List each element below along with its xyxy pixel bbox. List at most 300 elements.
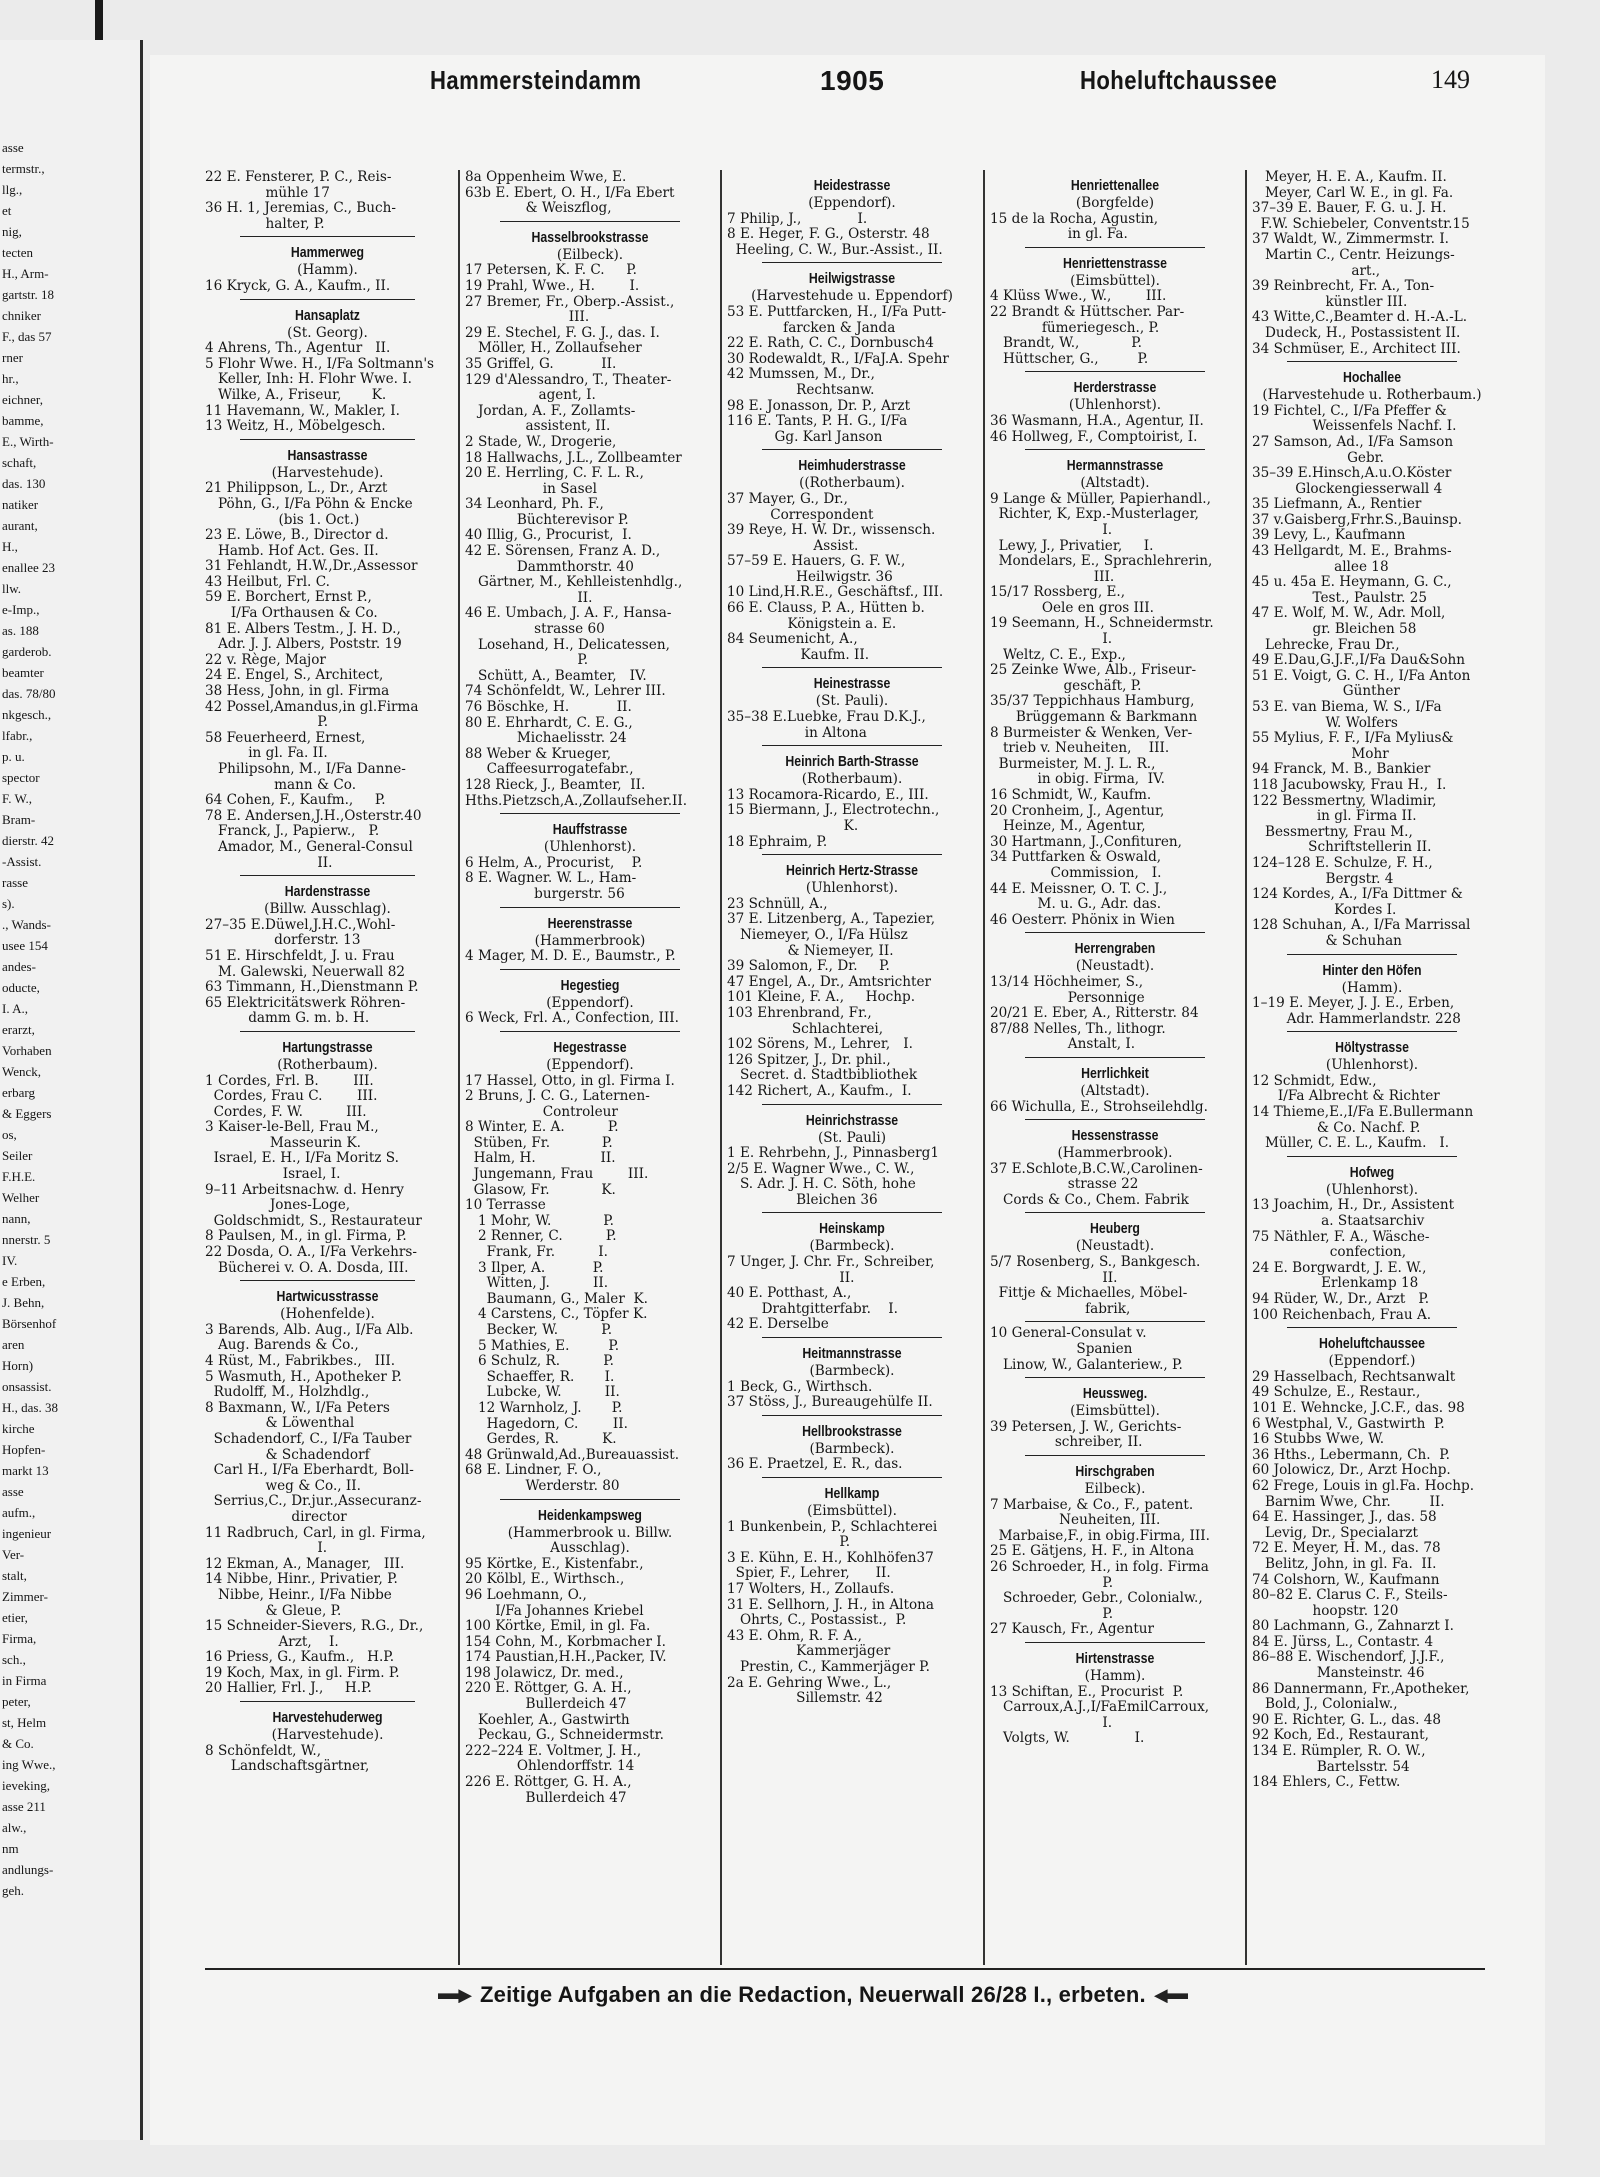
directory-entry: Gärtner, M., Kehlleistenhdlg., bbox=[465, 574, 683, 591]
street-heading: Herrengraben bbox=[1074, 940, 1156, 958]
directory-entry: in Sasel bbox=[465, 480, 597, 497]
directory-entry: Günther bbox=[1252, 683, 1400, 700]
directory-entry: Heilwigstr. 36 bbox=[727, 568, 893, 585]
column-divider bbox=[458, 170, 460, 1965]
previous-page-fragment: stalt, bbox=[2, 1568, 27, 1583]
directory-entry: 118 Jacubowsky, Frau H., I. bbox=[1252, 776, 1447, 793]
directory-entry: 30 Hartmann, J.,Confituren, bbox=[990, 833, 1182, 850]
directory-entry: & Weiszflog, bbox=[465, 200, 612, 217]
street-heading: Heitmannstrasse bbox=[802, 1345, 902, 1363]
street-heading: Höltystrasse bbox=[1335, 1039, 1409, 1057]
directory-entry: 226 E. Röttger, G. H. A., bbox=[465, 1774, 632, 1791]
section-rule bbox=[762, 1212, 942, 1213]
directory-entry: Prestin, C., Kammerjäger P. bbox=[727, 1658, 930, 1675]
directory-entry: 78 E. Andersen,J.H.,Osterstr.40 bbox=[205, 807, 422, 824]
directory-entry: Aug. Barends & Co., bbox=[205, 1337, 359, 1354]
directory-entry: 64 Cohen, F., Kaufm., P. bbox=[205, 792, 386, 809]
directory-entry: 39 Levy, L., Kaufmann bbox=[1252, 527, 1406, 544]
street-heading: Heimhuderstrasse bbox=[798, 457, 906, 475]
directory-entry: Martin C., Centr. Heizungs- bbox=[1252, 246, 1455, 263]
directory-entry: 4 Ahrens, Th., Agentur II. bbox=[205, 340, 391, 357]
directory-entry: P. bbox=[990, 1574, 1114, 1591]
directory-entry: Drahtgitterfabr. I. bbox=[727, 1300, 898, 1317]
directory-entry: 42 E. Sörensen, Franz A. D., bbox=[465, 543, 661, 560]
directory-entry: Adr. Hammerlandstr. 228 bbox=[1252, 1010, 1461, 1027]
directory-entry: 12 Schmidt, Edw., bbox=[1252, 1072, 1377, 1089]
directory-entry: 14 Thieme,E.,I/Fa E.Bullermann bbox=[1252, 1104, 1474, 1121]
directory-entry: 88 Weber & Krueger, bbox=[465, 745, 612, 762]
directory-entry: 65 Elektricitätswerk Röhren- bbox=[205, 994, 406, 1011]
directory-entry: Schütt, A., Beamter, IV. bbox=[465, 667, 647, 684]
directory-entry: 3 Kaiser-le-Bell, Frau M., bbox=[205, 1119, 379, 1136]
directory-entry: Glasow, Fr. K. bbox=[465, 1181, 616, 1198]
district-label: Eilbeck). bbox=[1084, 1481, 1146, 1497]
directory-entry: 198 Jolawicz, Dr. med., bbox=[465, 1664, 624, 1681]
directory-entry: II. bbox=[990, 1269, 1118, 1286]
directory-entry: 15 de la Rocha, Agustin, bbox=[990, 210, 1159, 227]
directory-entry: 184 Ehlers, C., Fettw. bbox=[1252, 1774, 1401, 1791]
directory-entry: & Co. Nachf. P. bbox=[1252, 1119, 1421, 1136]
section-rule bbox=[1287, 1156, 1457, 1157]
directory-entry: Spanien bbox=[990, 1341, 1133, 1358]
directory-entry: Bold, J., Colonialw., bbox=[1252, 1696, 1398, 1713]
directory-entry: M. u. G., Adr. das. bbox=[990, 896, 1162, 913]
previous-page-fragment: Zimmer- bbox=[2, 1589, 48, 1604]
street-heading: Henriettenstrasse bbox=[1063, 254, 1167, 272]
directory-entry: Fittje & Michaelles, Möbel- bbox=[990, 1285, 1188, 1302]
directory-entry: 10 Lind,H.R.E., Geschäftsf., III. bbox=[727, 584, 944, 601]
previous-page-fragment: andlungs- bbox=[2, 1862, 54, 1877]
directory-entry: 27 Bremer, Fr., Oberp.-Assist., bbox=[465, 293, 675, 310]
directory-entry: 43 Heilbut, Frl. C. bbox=[205, 573, 330, 590]
directory-entry: agent, I. bbox=[465, 387, 596, 404]
directory-entry: 2/5 E. Wagner Wwe., C. W., bbox=[727, 1160, 915, 1177]
section-rule bbox=[240, 299, 415, 300]
directory-entry: Richter, K, Exp.-Musterlager, bbox=[990, 506, 1199, 523]
directory-entry: 102 Sörens, M., Lehrer, I. bbox=[727, 1036, 913, 1053]
directory-entry: 46 E. Umbach, J. A. F., Hansa- bbox=[465, 605, 672, 622]
directory-entry: 31 Fehlandt, H.W.,Dr.,Assessor bbox=[205, 558, 418, 575]
directory-entry: K. bbox=[727, 818, 859, 834]
directory-entry: 128 Rieck, J., Beamter, II. bbox=[465, 776, 646, 793]
previous-page-fragment: J. Behn, bbox=[2, 1295, 45, 1310]
directory-entry: 4 Klüss Wwe., W., III. bbox=[990, 288, 1167, 305]
directory-entry: 5 Mathies, E. P. bbox=[465, 1337, 620, 1354]
street-heading: Hirschgraben bbox=[1075, 1463, 1155, 1480]
street-heading: Heinrich Barth-Strasse bbox=[785, 753, 919, 771]
footer-text: Zeitige Aufgaben an die Redaction, Neuerwall 26/28 I., erbeten. bbox=[480, 1982, 1146, 2007]
directory-entry: 19 Fichtel, C., I/Fa Pfeffer & bbox=[1252, 402, 1447, 419]
directory-entry: M. Galewski, Neuerwall 82 bbox=[205, 963, 406, 980]
directory-entry: a. Staatsarchiv bbox=[1252, 1213, 1425, 1230]
directory-entry: 17 Hassel, Otto, in gl. Firma I. bbox=[465, 1072, 675, 1089]
previous-page-fragment: H., das. 38 bbox=[2, 1400, 58, 1415]
directory-entry: 100 Reichenbach, Frau A. bbox=[1252, 1306, 1432, 1323]
previous-page-fragment: aren bbox=[2, 1337, 25, 1352]
section-rule bbox=[240, 439, 415, 440]
district-label: (Hammerbrook u. Billw. bbox=[507, 1524, 673, 1541]
district-label: (St. Pauli). bbox=[815, 693, 889, 710]
section-rule bbox=[1025, 1455, 1205, 1456]
section-rule bbox=[1025, 1119, 1205, 1120]
directory-entry: 116 E. Tants, P. H. G., I/Fa bbox=[727, 413, 908, 430]
directory-entry: 8a Oppenheim Wwe, E. bbox=[465, 170, 627, 185]
previous-page-fragment: chniker bbox=[2, 308, 41, 323]
directory-entry: Weissenfels Nachf. I. bbox=[1252, 418, 1457, 435]
directory-entry: 74 Schönfeldt, W., Lehrer III. bbox=[465, 683, 666, 700]
directory-entry: 84 Seumenicht, A., bbox=[727, 631, 858, 648]
directory-entry: 4 Rüst, M., Fabrikbes., III. bbox=[205, 1353, 396, 1369]
previous-page-text-fragments bbox=[0, 40, 140, 2140]
directory-entry: Burmeister, M. J. L. R., bbox=[990, 755, 1156, 772]
directory-entry: 20/21 E. Eber, A., Ritterstr. 84 bbox=[990, 1005, 1199, 1022]
previous-page-fragment: Firma, bbox=[2, 1631, 37, 1646]
directory-entry: I/Fa Orthausen & Co. bbox=[205, 605, 378, 622]
directory-entry: 86–88 E. Wischendorf, J.J.F., bbox=[1252, 1649, 1445, 1666]
directory-entry: 25 E. Gätjens, H. F., in Altona bbox=[990, 1543, 1195, 1560]
directory-entry: 40 E. Potthast, A., bbox=[727, 1285, 852, 1302]
directory-entry: 40 Illig, G., Procurist, I. bbox=[465, 527, 632, 544]
previous-page-fragment: markt 13 bbox=[2, 1463, 49, 1478]
district-label: (Eimsbüttel). bbox=[1070, 272, 1160, 289]
previous-page-fragment: kirche bbox=[2, 1421, 35, 1436]
directory-entry: Adr. J. J. Albers, Poststr. 19 bbox=[205, 636, 402, 653]
district-label: (Rotherbaum). bbox=[277, 1056, 378, 1073]
directory-entry: Carroux,A.J.,I/FaEmilCarroux, bbox=[990, 1699, 1210, 1716]
directory-entry: hoopstr. 120 bbox=[1252, 1602, 1399, 1619]
previous-page-fragment: schaft, bbox=[2, 455, 37, 470]
district-label: ((Rotherbaum). bbox=[799, 475, 905, 492]
district-label: (Uhlenhorst). bbox=[1325, 1057, 1419, 1074]
column-divider bbox=[720, 170, 722, 1965]
previous-page-fragment: etier, bbox=[2, 1610, 28, 1625]
previous-page-fragment: ing Wwe., bbox=[2, 1757, 56, 1772]
directory-entry: halter, P. bbox=[205, 215, 325, 232]
district-label: (Altstadt). bbox=[1080, 1082, 1150, 1099]
directory-entry: Witten, J. II. bbox=[465, 1275, 609, 1292]
previous-page-fragment: Seiler bbox=[2, 1148, 33, 1163]
district-label: (Eilbeck). bbox=[556, 246, 624, 263]
directory-entry: 92 Koch, Ed., Restaurant, bbox=[1252, 1727, 1429, 1744]
previous-page-fragment: llg., bbox=[2, 182, 23, 197]
directory-entry: 1 Beck, G., Wirthsch. bbox=[727, 1378, 873, 1395]
directory-entry: 35–38 E.Luebke, Frau D.K.J., bbox=[727, 709, 926, 726]
pointing-hand-icon bbox=[1154, 1989, 1188, 2003]
directory-entry: Müller, C. E. L., Kaufm. I. bbox=[1252, 1135, 1450, 1152]
directory-entry: Brandt, W., P. bbox=[990, 335, 1142, 352]
directory-entry: 8 Burmeister & Wenken, Ver- bbox=[990, 724, 1193, 741]
directory-entry: 59 E. Borchert, Ernst P., bbox=[205, 589, 372, 606]
directory-entry: 46 Hollweg, F., Comptoirist, I. bbox=[990, 428, 1198, 445]
directory-entry: 62 Frege, Louis in gl.Fa. Hochp. bbox=[1252, 1477, 1475, 1494]
previous-page-fragment: sch., bbox=[2, 1652, 26, 1667]
directory-entry: mühle 17 bbox=[205, 184, 330, 201]
directory-entry: 1 Cordes, Frl. B. III. bbox=[205, 1072, 374, 1089]
directory-entry: Serrius,C., Dr.jur.,Assecuranz- bbox=[205, 1493, 422, 1510]
directory-entry: F.W. Schiebeler, Conventstr.15 bbox=[1252, 215, 1470, 232]
directory-entry: 128 Schuhan, A., I/Fa Marrissal bbox=[1252, 917, 1471, 934]
previous-page-fragment: rner bbox=[2, 350, 23, 365]
street-heading: Hellkamp bbox=[824, 1485, 880, 1502]
directory-entry: 19 Koch, Max, in gl. Firm. P. bbox=[205, 1664, 400, 1681]
street-heading: Heussweg. bbox=[1082, 1385, 1148, 1403]
district-label: (Uhlenhorst). bbox=[1068, 397, 1162, 414]
directory-entry: P. bbox=[727, 1534, 851, 1551]
directory-entry: 103 Ehrenbrand, Fr., bbox=[727, 1004, 872, 1021]
directory-entry: Schroeder, Gebr., Colonialw., bbox=[990, 1590, 1203, 1607]
previous-page-fragment: nnerstr. 5 bbox=[2, 1232, 51, 1247]
previous-page-fragment: lfabr., bbox=[2, 728, 33, 743]
section-rule bbox=[240, 875, 415, 876]
section-rule bbox=[500, 969, 680, 970]
directory-entry: Linow, W., Galanteriew., P. bbox=[990, 1356, 1183, 1373]
directory-entry: 39 Reye, H. W. Dr., wissensch. bbox=[727, 522, 936, 539]
district-label: (Eppendorf). bbox=[546, 994, 634, 1011]
district-label: (Rotherbaum). bbox=[801, 771, 903, 788]
street-heading: Hofweg bbox=[1349, 1163, 1395, 1181]
directory-entry: Niemeyer, O., I/Fa Hülsz bbox=[727, 926, 908, 943]
district-label: (Barmbeck). bbox=[809, 1238, 895, 1255]
directory-entry: S. Adr. J. H. C. Söth, hohe bbox=[727, 1176, 916, 1193]
previous-page-fragment: usee 154 bbox=[2, 938, 48, 953]
directory-entry: in Altona bbox=[727, 724, 867, 741]
directory-entry: 44 E. Meissner, O. T. C. J., bbox=[990, 880, 1168, 897]
directory-entry: 58 Feuerheerd, Ernest, bbox=[205, 729, 366, 746]
directory-entry: 1 E. Rehrbehn, J., Pinnasberg1 bbox=[727, 1145, 940, 1162]
previous-page-fragment: hr., bbox=[2, 371, 19, 386]
directory-entry: 7 Unger, J. Chr. Fr., Schreiber, bbox=[727, 1254, 935, 1271]
directory-entry: 42 Possel,Amandus,in gl.Firma bbox=[205, 698, 419, 715]
street-heading: Hegestrasse bbox=[553, 1038, 627, 1056]
directory-entry: 42 E. Derselbe bbox=[727, 1316, 829, 1333]
directory-entry: schreiber, II. bbox=[990, 1434, 1143, 1451]
directory-entry: 18 Ephraim, P. bbox=[727, 833, 828, 850]
directory-entry: strasse 60 bbox=[465, 621, 605, 638]
directory-entry: W. Wolfers bbox=[1252, 714, 1398, 731]
district-label: (Uhlenhorst). bbox=[1325, 1181, 1419, 1198]
previous-page-edge bbox=[0, 40, 143, 2140]
previous-page-fragment: & Co. bbox=[2, 1736, 34, 1751]
section-rule bbox=[500, 1499, 680, 1500]
previous-page-fragment: bamme, bbox=[2, 413, 44, 428]
directory-entry: 76 Böschke, H. II. bbox=[465, 699, 632, 715]
directory-entry: 3 Barends, Alb. Aug., I/Fa Alb. bbox=[205, 1321, 414, 1338]
directory-entry: Carl H., I/Fa Eberhardt, Boll- bbox=[205, 1462, 414, 1479]
directory-entry: 36 Hths., Lebermann, Ch. P. bbox=[1252, 1446, 1450, 1463]
section-rule bbox=[1287, 1031, 1457, 1032]
directory-entry: Caffeesurrogatefabr., bbox=[465, 761, 634, 778]
directory-entry: Meyer, Carl W. E., in gl. Fa. bbox=[1252, 184, 1454, 201]
directory-entry: Schaeffer, R. I. bbox=[465, 1368, 615, 1385]
directory-entry: Becker, W. P. bbox=[465, 1322, 613, 1338]
directory-entry: 11 Havemann, W., Makler, I. bbox=[205, 402, 400, 419]
directory-entry: 43 Hellgardt, M. E., Brahms- bbox=[1252, 543, 1452, 560]
directory-entry: Jones-Loge, bbox=[205, 1197, 351, 1214]
district-label: (Eppendorf). bbox=[546, 1056, 634, 1073]
street-heading: Hartwicusstrasse bbox=[276, 1288, 379, 1306]
previous-page-fragment: dierstr. 42 bbox=[2, 833, 54, 848]
directory-entry: strasse 22 bbox=[990, 1176, 1139, 1193]
directory-entry: 1–19 E. Meyer, J. J. E., Erben, bbox=[1252, 995, 1455, 1012]
previous-page-fragment: os, bbox=[2, 1127, 17, 1142]
directory-entry: 126 Spitzer, J., Dr. phil., bbox=[727, 1051, 891, 1068]
directory-entry: 20 Kölbl, E., Wirthsch., bbox=[465, 1571, 625, 1588]
directory-entry: 15 Biermann, J., Electrotechn., bbox=[727, 802, 940, 819]
pointing-hand-icon bbox=[438, 1989, 472, 2003]
directory-entry: Gg. Karl Janson bbox=[727, 428, 883, 445]
directory-entry: 96 Loehmann, O., bbox=[465, 1586, 587, 1603]
directory-entry: farcken & Janda bbox=[727, 319, 896, 336]
previous-page-fragment: gartstr. 18 bbox=[2, 287, 54, 302]
directory-entry: Amador, M., General-Consul bbox=[205, 838, 413, 855]
directory-entry: I/Fa Albrecht & Richter bbox=[1252, 1088, 1440, 1105]
district-label: (Harvestehude u. Eppendorf) bbox=[751, 288, 953, 305]
previous-page-fragment: Wenck, bbox=[2, 1064, 42, 1079]
directory-entry: 68 E. Lindner, F. O., bbox=[465, 1462, 602, 1479]
directory-entry: Koehler, A., Gastwirth bbox=[465, 1711, 630, 1728]
section-rule bbox=[1025, 247, 1205, 248]
column-1 bbox=[205, 170, 450, 1960]
previous-page-fragment: nm bbox=[2, 1841, 19, 1856]
section-rule bbox=[1025, 371, 1205, 372]
previous-page-fragment: Vorhaben bbox=[2, 1043, 52, 1058]
directory-entry: Bücherei v. O. A. Dosda, III. bbox=[205, 1259, 409, 1276]
directory-entry: Bleichen 36 bbox=[727, 1191, 878, 1208]
street-heading: Hellbrookstrasse bbox=[802, 1422, 902, 1440]
street-heading: Hoheluftchaussee bbox=[1319, 1335, 1425, 1353]
previous-page-fragment: F. W., bbox=[2, 791, 33, 806]
directory-entry: Jordan, A. F., Zollamts- bbox=[465, 402, 636, 419]
directory-entry: Michaelisstr. 24 bbox=[465, 730, 627, 747]
directory-entry: Hamb. Hof Act. Ges. II. bbox=[205, 542, 379, 559]
previous-page-fragment: peter, bbox=[2, 1694, 31, 1709]
district-label: (Hammerbrook). bbox=[1057, 1145, 1173, 1162]
directory-entry: Personnige bbox=[990, 989, 1145, 1006]
directory-entry: P. bbox=[465, 652, 589, 669]
directory-entry: 24 E. Engel, S., Architect, bbox=[205, 667, 384, 684]
district-label: (Hamm). bbox=[1341, 979, 1403, 996]
section-rule bbox=[762, 667, 942, 668]
directory-entry: 8 E. Wagner. W. L., Ham- bbox=[465, 870, 637, 887]
directory-entry: Mohr bbox=[1252, 745, 1389, 762]
directory-entry: Ohrts, C., Postassist., P. bbox=[727, 1612, 907, 1629]
directory-entry: Cordes, F. W. III. bbox=[205, 1103, 367, 1120]
directory-entry: Masseurin K. bbox=[205, 1134, 361, 1151]
directory-entry: 25 Zeinke Wwe, Alb., Friseur- bbox=[990, 662, 1197, 679]
directory-entry: Spier, F., Lehrer, II. bbox=[727, 1565, 891, 1582]
street-heading: Heerenstrasse bbox=[547, 914, 633, 932]
directory-entry: Israel, E. H., I/Fa Moritz S. bbox=[205, 1150, 399, 1167]
directory-entry: 48 Grünwald,Ad.,Bureauassist. bbox=[465, 1446, 680, 1463]
directory-entry: 6 Weck, Frl. A., Confection, III. bbox=[465, 1010, 679, 1027]
street-heading: Herderstrasse bbox=[1073, 379, 1157, 397]
directory-entry: 6 Westphal, V., Gastwirth P. bbox=[1252, 1415, 1445, 1432]
directory-entry: II. bbox=[727, 1269, 855, 1286]
directory-entry: 134 E. Rümpler, R. O. W., bbox=[1252, 1743, 1426, 1760]
previous-page-fragment: aurant, bbox=[2, 518, 38, 533]
directory-entry: 13 Rocamora-Ricardo, E., III. bbox=[727, 786, 929, 803]
directory-entry: 98 E. Jonasson, Dr. P., Arzt bbox=[727, 397, 911, 414]
directory-entry: Lehrecke, Frau Dr., bbox=[1252, 636, 1400, 653]
directory-entry: art., bbox=[1252, 262, 1381, 279]
previous-page-fragment: I. A., bbox=[2, 1001, 28, 1016]
directory-entry: 80 E. Ehrhardt, C. E. G., bbox=[465, 714, 633, 731]
previous-page-fragment: llw. bbox=[2, 581, 22, 596]
directory-entry: trieb v. Neuheiten, III. bbox=[990, 740, 1170, 757]
directory-entry: director bbox=[205, 1508, 347, 1525]
directory-entry: 51 E. Voigt, G. C. H., I/Fa Anton bbox=[1252, 667, 1471, 684]
directory-entry: assistent, II. bbox=[465, 418, 611, 435]
directory-entry: 101 Kleine, F. A., Hochp. bbox=[727, 989, 916, 1006]
previous-page-fragment: -Assist. bbox=[2, 854, 42, 869]
directory-entry: 37–39 E. Bauer, F. G. u. J. H. bbox=[1252, 200, 1447, 217]
directory-entry: 26 Schroeder, H., in folg. Firma bbox=[990, 1558, 1209, 1575]
directory-entry: 6 Schulz, R. P. bbox=[465, 1353, 614, 1370]
directory-entry: allee 18 bbox=[1252, 558, 1389, 575]
directory-entry: Baumann, G., Maler K. bbox=[465, 1290, 648, 1307]
previous-page-fragment: asse bbox=[2, 140, 24, 155]
directory-entry: 23 E. Löwe, B., Director d. bbox=[205, 527, 389, 544]
street-heading: Hessenstrasse bbox=[1071, 1127, 1159, 1145]
directory-entry: 46 Oesterr. Phönix in Wien bbox=[990, 911, 1175, 928]
directory-entry: & Gleue, P. bbox=[205, 1602, 342, 1619]
directory-entry: Peckau, G., Schneidermstr. bbox=[465, 1727, 664, 1744]
directory-entry: 19 Seemann, H., Schneidermstr. bbox=[990, 615, 1214, 632]
directory-entry: (bis 1. Oct.) bbox=[205, 511, 360, 528]
previous-page-fragment: e Erben, bbox=[2, 1274, 46, 1289]
previous-page-fragment: das. 78/80 bbox=[2, 686, 56, 701]
directory-entry: 7 Marbaise, & Co., F., patent. bbox=[990, 1496, 1194, 1513]
directory-entry: 36 H. 1, Jeremias, C., Buch- bbox=[205, 200, 396, 217]
directory-entry: Assist. bbox=[727, 537, 859, 554]
directory-entry: 35 Liefmann, A., Rentier bbox=[1252, 496, 1422, 513]
directory-entry: 2a E. Gehring Wwe., L., bbox=[727, 1674, 892, 1691]
directory-entry: 84 E. Jürss, L., Contastr. 4 bbox=[1252, 1633, 1434, 1650]
section-rule bbox=[1025, 449, 1205, 450]
section-rule bbox=[240, 1701, 415, 1702]
street-heading: Henriettenallee bbox=[1070, 177, 1160, 194]
previous-page-fragment: das. 130 bbox=[2, 476, 46, 491]
section-rule bbox=[1025, 1321, 1205, 1322]
directory-entry: 81 E. Albers Testm., J. H. D., bbox=[205, 620, 401, 637]
directory-entry: 57–59 E. Hauers, G. F. W., bbox=[727, 553, 906, 570]
directory-entry: 72 E. Meyer, H. M., das. 78 bbox=[1252, 1540, 1441, 1557]
directory-entry: & Löwenthal bbox=[205, 1415, 355, 1432]
directory-entry: 49 E.Dau,G.J.F.,I/Fa Dau&Sohn bbox=[1252, 652, 1466, 669]
directory-entry: Heinze, M., Agentur, bbox=[990, 818, 1146, 835]
directory-entry: I. bbox=[990, 1714, 1113, 1731]
previous-page-fragment: F.H.E. bbox=[2, 1169, 36, 1184]
street-heading: Hinter den Höfen bbox=[1322, 961, 1422, 979]
directory-entry: Ohlendorffstr. 14 bbox=[465, 1758, 635, 1775]
street-heading: Heinrich Hertz-Strasse bbox=[786, 862, 918, 880]
previous-page-fragment: erbarg bbox=[2, 1085, 35, 1100]
section-rule bbox=[240, 1280, 415, 1281]
directory-entry: P. bbox=[990, 1605, 1114, 1622]
directory-entry: Bergstr. 4 bbox=[1252, 870, 1394, 887]
district-label: (Neustadt). bbox=[1075, 958, 1155, 975]
directory-entry: Commission, I. bbox=[990, 864, 1162, 881]
directory-entry: 5/7 Rosenberg, S., Bankgesch. bbox=[990, 1254, 1201, 1271]
directory-entry: 94 Franck, M. B., Bankier bbox=[1252, 761, 1431, 778]
district-label: (Borgfelde) bbox=[1075, 195, 1155, 211]
previous-page-fragment: in Firma bbox=[2, 1673, 47, 1688]
directory-entry: 37 Waldt, W., Zimmermstr. I. bbox=[1252, 231, 1450, 248]
directory-entry: 39 Reinbrecht, Fr. A., Ton- bbox=[1252, 278, 1435, 295]
directory-entry: Sillemstr. 42 bbox=[727, 1690, 883, 1707]
directory-entry: 122 Bessmertny, Wladimir, bbox=[1252, 792, 1437, 809]
directory-entry: Keller, Inh: H. Flohr Wwe. I. bbox=[205, 371, 412, 388]
